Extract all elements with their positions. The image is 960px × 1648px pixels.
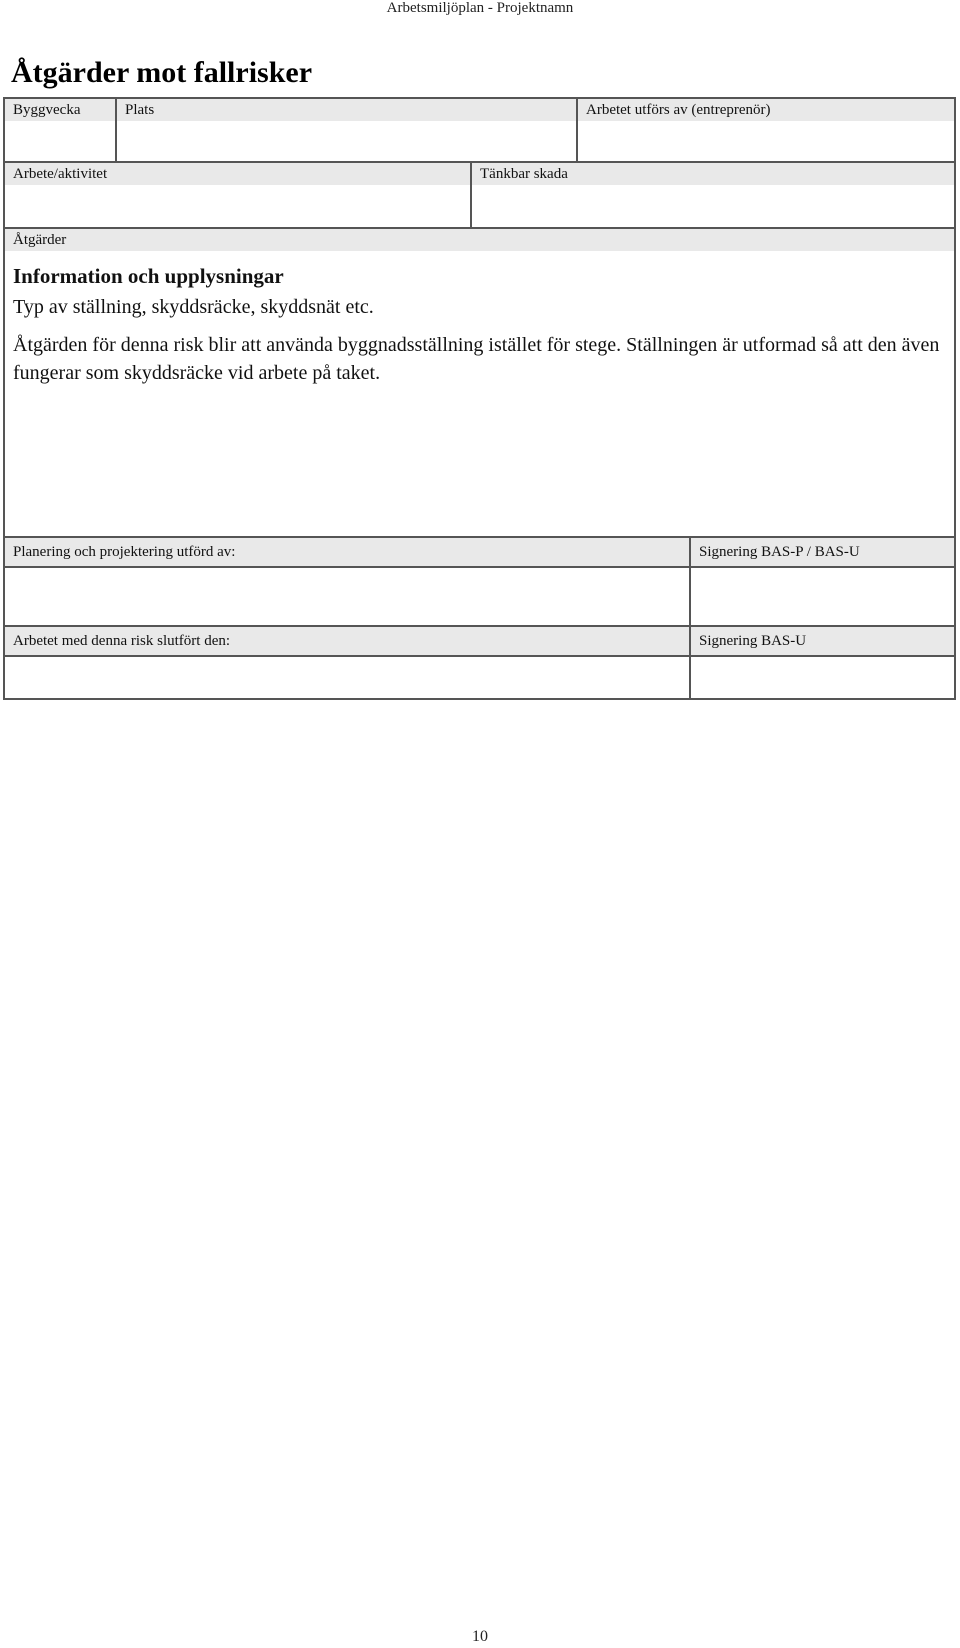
signering-bas-p-u-cell[interactable] [689, 538, 954, 625]
slutfort-cell[interactable] [5, 627, 689, 698]
section-body: Åtgärden för denna risk blir att använda byggnadsställning istället för stege. Ställningen är utformad så att den även fungerar som skyddsräcke vid arbete på taket. [13, 334, 940, 384]
row-planering [3, 536, 956, 627]
plats-cell[interactable] [115, 99, 576, 161]
section-title: Information och upplysningar [13, 264, 284, 288]
plats-label: Plats [117, 99, 576, 121]
plats-field[interactable] [117, 121, 576, 161]
skada-cell[interactable] [470, 163, 954, 227]
slutfort-field[interactable] [5, 655, 689, 698]
row-byggvecka-plats [3, 97, 956, 163]
row-aktivitet-skada [3, 161, 956, 229]
utfors-cell[interactable] [576, 99, 954, 161]
planering-cell[interactable] [5, 538, 689, 625]
aktivitet-cell[interactable] [5, 163, 470, 227]
page-title: Åtgärder mot fallrisker [11, 56, 313, 89]
row-slutfort [3, 625, 956, 700]
atgarder-cell [5, 229, 954, 536]
section-subtitle: Typ av ställning, skyddsräcke, skyddsnät etc. [13, 296, 374, 318]
row-atgarder [3, 227, 956, 538]
byggvecka-cell[interactable] [5, 99, 115, 161]
byggvecka-field[interactable] [5, 121, 115, 161]
atgarder-label: Åtgärder [5, 229, 954, 251]
atgarder-content[interactable] [5, 251, 954, 387]
aktivitet-label: Arbete/aktivitet [5, 163, 470, 185]
running-header: Arbetsmiljöplan - Projektnamn [386, 0, 574, 16]
skada-field[interactable] [472, 185, 954, 227]
signering-bas-p-u-field[interactable] [691, 566, 954, 625]
utfors-field[interactable] [578, 121, 954, 161]
page-number: 10 [472, 1628, 488, 1645]
planering-label: Planering och projektering utförd av: [5, 538, 689, 566]
slutfort-label: Arbetet med denna risk slutfört den: [5, 627, 689, 655]
skada-label: Tänkbar skada [472, 163, 954, 185]
signering-bas-p-u-label: Signering BAS-P / BAS-U [691, 538, 954, 566]
planering-field[interactable] [5, 566, 689, 625]
signering-bas-u-field[interactable] [691, 655, 954, 698]
utfors-label: Arbetet utförs av (entreprenör) [578, 99, 954, 121]
aktivitet-field[interactable] [5, 185, 470, 227]
signering-bas-u-cell[interactable] [689, 627, 954, 698]
byggvecka-label: Byggvecka [5, 99, 115, 121]
signering-bas-u-label: Signering BAS-U [691, 627, 954, 655]
